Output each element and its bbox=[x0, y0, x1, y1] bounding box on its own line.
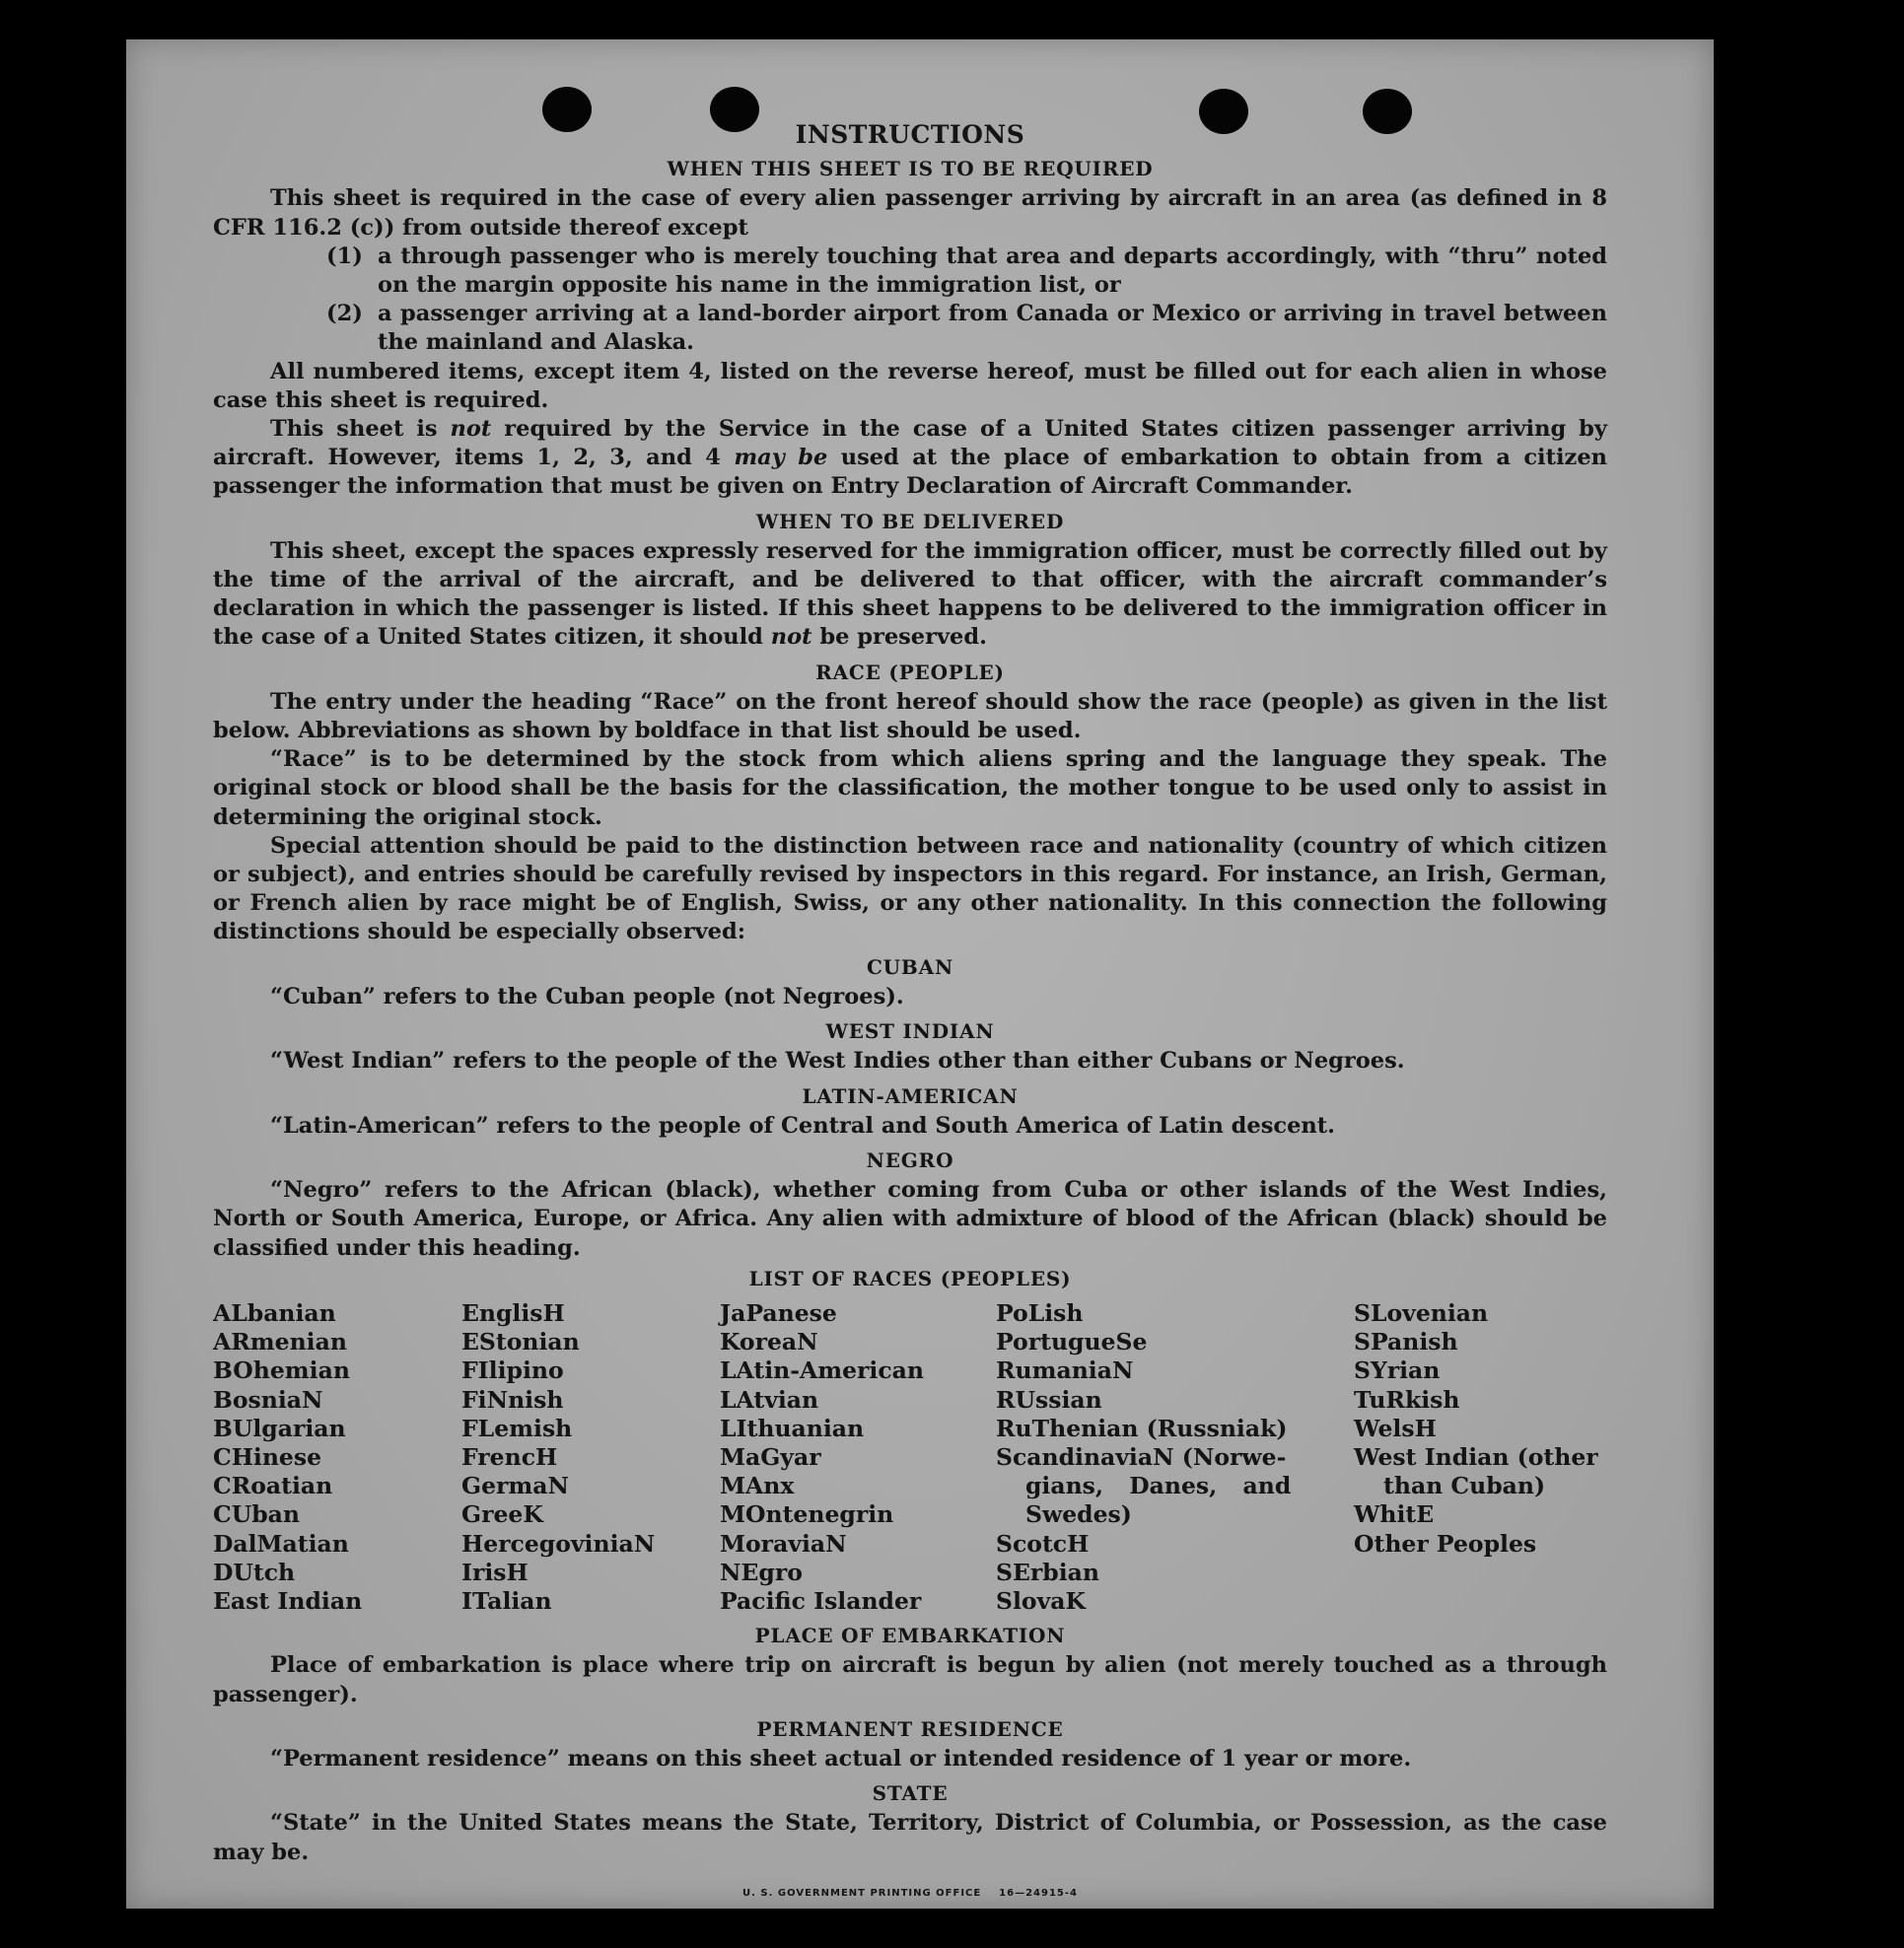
race-entry: LAtvian bbox=[720, 1385, 819, 1414]
race-entry: SlovaK bbox=[996, 1586, 1086, 1615]
race-entry: FIlipino bbox=[461, 1357, 564, 1385]
race-entry: CRoatian bbox=[213, 1472, 333, 1500]
race-entry: ScandinaviaN (Norwe- bbox=[996, 1442, 1287, 1471]
printer-imprint: U. S. GOVERNMENT PRINTING OFFICE 16—24915-4 bbox=[742, 1887, 1078, 1899]
heading-latin-american: LATIN-AMERICAN bbox=[802, 1083, 1019, 1108]
race-entry: KoreaN bbox=[720, 1328, 818, 1357]
race-entry: PortugueSe bbox=[996, 1328, 1148, 1357]
heading-race: RACE (PEOPLE) bbox=[815, 660, 1005, 684]
item-text: a through passenger who is merely touching that area and departs accordingly, with “thru” noted on the margin opposite his name in the immigration list, or bbox=[378, 243, 1607, 299]
race-entry: SLovenian bbox=[1354, 1298, 1489, 1327]
heading-place-of-embarkation: PLACE OF EMBARKATION bbox=[754, 1624, 1066, 1648]
race-entry: SPanish bbox=[1354, 1328, 1458, 1357]
race-entry: SErbian bbox=[996, 1558, 1099, 1586]
race-entry: RuThenian (Russniak) bbox=[996, 1414, 1288, 1442]
race-entry: SYrian bbox=[1354, 1357, 1441, 1385]
race-entry: Pacific Islander bbox=[720, 1586, 922, 1615]
heading-when-required: WHEN THIS SHEET IS TO BE REQUIRED bbox=[667, 157, 1154, 181]
race-entry: EnglisH bbox=[461, 1298, 565, 1327]
heading-negro: NEGRO bbox=[866, 1148, 954, 1172]
heading-permanent-residence: PERMANENT RESIDENCE bbox=[756, 1716, 1064, 1741]
race-entry: HercegoviniaN bbox=[461, 1529, 656, 1558]
race-entry: ScotcH bbox=[996, 1529, 1090, 1558]
race-entry: LAtin-American bbox=[720, 1357, 924, 1385]
heading-list-of-races: LIST OF RACES (PEOPLES) bbox=[748, 1266, 1072, 1290]
list-item bbox=[326, 243, 1607, 300]
paragraph: This sheet is not required by the Service in the case of a United States citizen passenger arriving by aircraft. However, items 1, 2, 3, and 4 may be used at the place of embarkation to obtain from a citizen passenger the information that must be given on Entry Declaration of Aircraft Commander. bbox=[213, 416, 1607, 500]
races-column bbox=[1354, 1299, 1607, 1616]
races-list bbox=[213, 1299, 1607, 1616]
race-entry: WelsH bbox=[1354, 1414, 1437, 1442]
paragraph: All numbered items, except item 4, listed on the reverse hereof, must be filled out for each alien in whose case this sheet is required. bbox=[213, 358, 1607, 413]
instructions-content bbox=[213, 118, 1607, 1908]
race-entry: EStonian bbox=[461, 1328, 580, 1357]
race-entry: RUssian bbox=[996, 1385, 1102, 1414]
race-entry: BosniaN bbox=[213, 1385, 323, 1414]
list-item bbox=[326, 300, 1607, 357]
race-entry: PoLish bbox=[996, 1298, 1084, 1327]
race-entry: NEgro bbox=[720, 1558, 803, 1586]
races-column bbox=[213, 1299, 461, 1616]
race-entry: MaGyar bbox=[720, 1442, 821, 1471]
race-entry: West Indian (other bbox=[1354, 1442, 1598, 1471]
paragraph: “Latin-American” refers to the people of Central and South America of Latin descent. bbox=[270, 1112, 1335, 1139]
heading-when-delivered: WHEN TO BE DELIVERED bbox=[755, 509, 1065, 533]
race-entry: MoraviaN bbox=[720, 1529, 847, 1558]
race-entry: ALbanian bbox=[213, 1298, 336, 1327]
paragraph: “State” in the United States means the State, Territory, District of Columbia, or Possession, as the case may be. bbox=[213, 1810, 1607, 1865]
item-number: (2) bbox=[326, 301, 363, 327]
races-column bbox=[996, 1299, 1354, 1616]
race-entry: MAnx bbox=[720, 1472, 795, 1500]
races-column bbox=[461, 1299, 720, 1616]
item-text: a passenger arriving at a land-border airport from Canada or Mexico or arriving in travel between the mainland and Alaska. bbox=[378, 301, 1607, 356]
paragraph: Special attention should be paid to the distinction between race and nationality (country of which citizen or subject), and entries should be carefully revised by inspectors in this regard. For instance, an Irish, German, or French alien by race might be of English, Swiss, or any other nationality. In this connection the following distinctions should be especially observed: bbox=[213, 832, 1607, 945]
page-title: INSTRUCTIONS bbox=[795, 120, 1025, 149]
race-entry: GermaN bbox=[461, 1472, 569, 1500]
race-entry: Swedes) bbox=[1025, 1500, 1132, 1529]
race-entry: LIthuanian bbox=[720, 1414, 865, 1442]
race-entry: CUban bbox=[213, 1500, 300, 1529]
race-entry: gians, Danes, and bbox=[1025, 1472, 1292, 1500]
paragraph: Place of embarkation is place where trip on aircraft is begun by alien (not merely touched as a through passenger). bbox=[213, 1652, 1607, 1707]
item-number: (1) bbox=[326, 243, 363, 269]
race-entry: TuRkish bbox=[1354, 1385, 1460, 1414]
race-entry: than Cuban) bbox=[1383, 1472, 1546, 1500]
heading-cuban: CUBAN bbox=[866, 954, 954, 979]
race-entry: Other Peoples bbox=[1354, 1529, 1537, 1558]
paragraph: “Permanent residence” means on this sheet actual or intended residence of 1 year or more. bbox=[270, 1745, 1412, 1772]
paragraph: “Race” is to be determined by the stock from which aliens spring and the language they speak. The original stock or blood shall be the basis for the classification, the mother tongue to be used only to assist in determining the original stock. bbox=[213, 746, 1607, 830]
paragraph: This sheet, except the spaces expressly reserved for the immigration officer, must be correctly filled out by the time of the arrival of the aircraft, and be delivered to that officer, with the aircraft commander’s declaration in which the passenger is listed. If this sheet happens to be delivered to the immigration officer in the case of a United States citizen, it should not be preserved. bbox=[213, 537, 1607, 651]
race-entry: FrencH bbox=[461, 1442, 558, 1471]
race-entry: WhitE bbox=[1354, 1500, 1435, 1529]
race-entry: ITalian bbox=[461, 1586, 552, 1615]
race-entry: IrisH bbox=[461, 1558, 529, 1586]
paragraph: This sheet is required in the case of every alien passenger arriving by aircraft in an area (as defined in 8 CFR 116.2 (c)) from outside thereof except bbox=[213, 185, 1607, 241]
race-entry: East Indian bbox=[213, 1586, 363, 1615]
paragraph: “Negro” refers to the African (black), whether coming from Cuba or other islands of the West Indies, North or South America, Europe, or Africa. Any alien with admixture of blood of the African (black) should be classified under this heading. bbox=[213, 1177, 1607, 1261]
race-entry: CHinese bbox=[213, 1442, 322, 1471]
race-entry: ARmenian bbox=[213, 1328, 347, 1357]
race-entry: JaPanese bbox=[720, 1298, 837, 1327]
race-entry: RumaniaN bbox=[996, 1357, 1134, 1385]
race-entry: GreeK bbox=[461, 1500, 543, 1529]
heading-state: STATE bbox=[872, 1781, 949, 1806]
paragraph: “West Indian” refers to the people of the West Indies other than either Cubans or Negroes. bbox=[270, 1048, 1405, 1075]
race-entry: MOntenegrin bbox=[720, 1500, 894, 1529]
race-entry: DalMatian bbox=[213, 1529, 349, 1558]
race-entry: DUtch bbox=[213, 1558, 296, 1586]
race-entry: BOhemian bbox=[213, 1357, 350, 1385]
paragraph: The entry under the heading “Race” on the front hereof should show the race (people) as given in the list below. Abbreviations as shown by boldface in that list should be used. bbox=[213, 688, 1607, 744]
race-entry: BUlgarian bbox=[213, 1414, 346, 1442]
races-column bbox=[720, 1299, 996, 1616]
paragraph: “Cuban” refers to the Cuban people (not Negroes). bbox=[270, 983, 904, 1009]
race-entry: FiNnish bbox=[461, 1385, 564, 1414]
heading-west-indian: WEST INDIAN bbox=[825, 1019, 995, 1044]
race-entry: FLemish bbox=[461, 1414, 573, 1442]
